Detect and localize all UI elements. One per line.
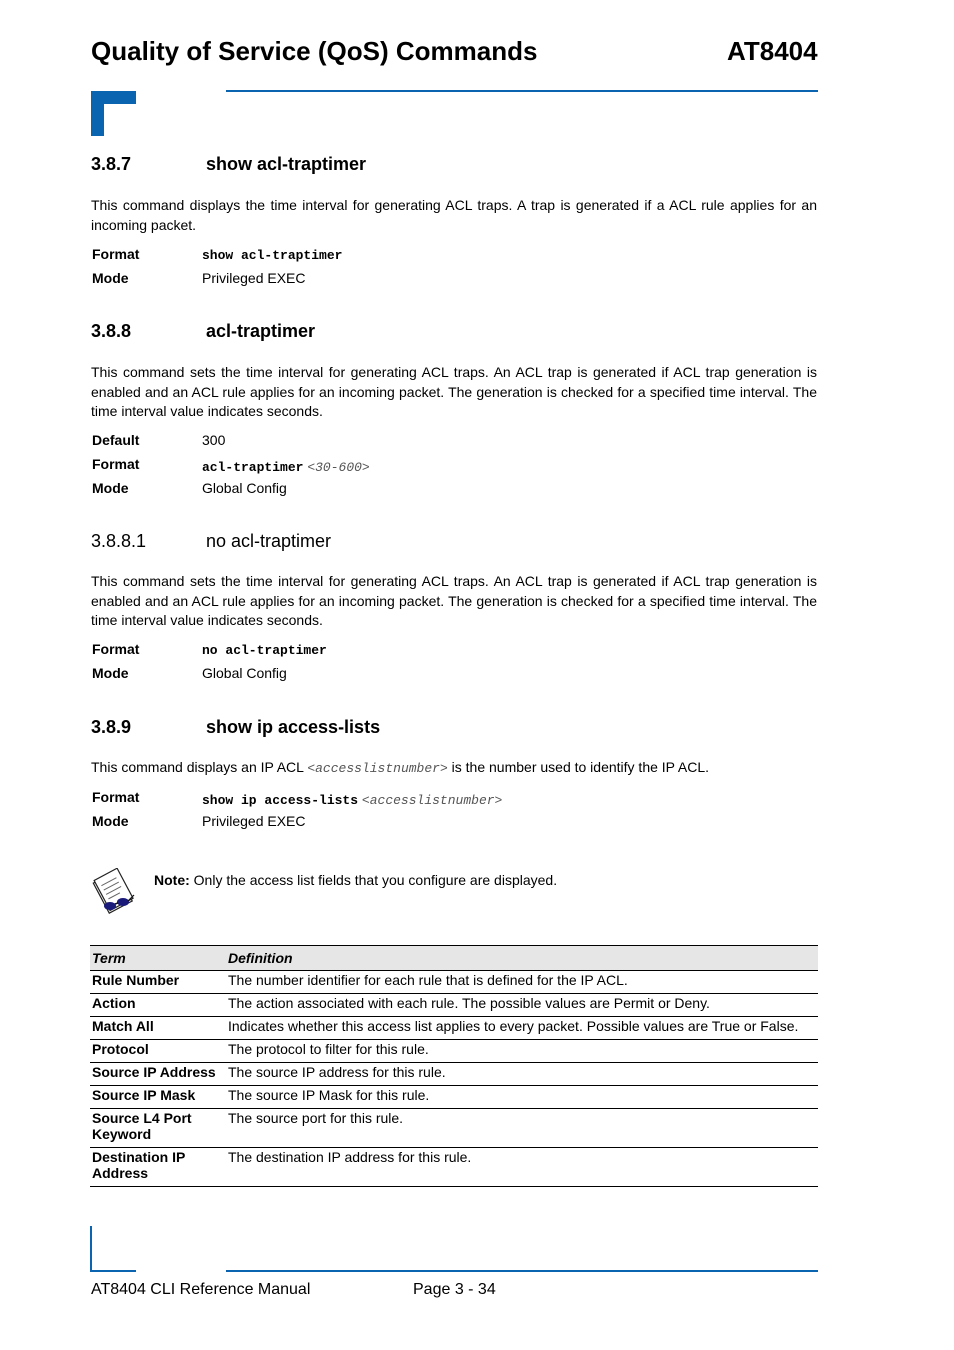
acl-fields-table: [90, 945, 818, 1187]
mode-value: Privileged EXEC: [202, 270, 306, 286]
format-command: show acl-traptimer: [202, 248, 343, 263]
footer-page-number: Page 3 - 34: [413, 1281, 496, 1298]
table-row: [90, 1040, 818, 1063]
header-definition: Definition: [226, 946, 818, 971]
note-text: [154, 872, 557, 888]
header-corner-mark-horizontal: [91, 91, 136, 104]
page-header-title: Quality of Service (QoS) Commands: [91, 36, 538, 66]
section-number: 3.8.7: [91, 154, 132, 174]
footer-corner-mark-horizontal: [90, 1270, 136, 1272]
definition-cell: The protocol to filter for this rule.: [226, 1040, 818, 1063]
definition-cell: The source IP address for this rule.: [226, 1063, 818, 1086]
mode-row: [0, 480, 800, 500]
format-command: no acl-traptimer: [202, 643, 327, 658]
section-number: 3.8.9: [91, 717, 132, 737]
term-cell: Source L4 Port Keyword: [90, 1109, 226, 1148]
mode-label: Mode: [92, 270, 129, 286]
default-label: Default: [92, 432, 140, 448]
mode-label: Mode: [92, 665, 129, 681]
format-row: [0, 456, 800, 476]
mode-row: [0, 270, 800, 290]
definition-cell: The number identifier for each rule that is defined for the IP ACL.: [226, 971, 818, 994]
section-number: 3.8.8.1: [91, 531, 147, 551]
section-number: 3.8.8: [91, 321, 132, 341]
mode-value: Global Config: [202, 665, 287, 681]
definition-cell: The destination IP address for this rule.: [226, 1148, 818, 1187]
section-title: acl-traptimer: [206, 321, 316, 341]
section-description: This command sets the time interval for generating ACL traps. An ACL trap is generated if ACL trap generation is enabled and an ACL rule applies for an incoming packet. The generation is checked for a specified time interval. The time interval value indicates seconds.: [91, 364, 817, 419]
description-text: This command displays an IP ACL: [91, 759, 308, 775]
mode-value: Global Config: [202, 480, 287, 496]
format-row: [0, 246, 800, 266]
section-description: [91, 758, 817, 779]
mode-row: [0, 665, 800, 685]
mode-row: [0, 813, 800, 833]
definition-cell: The source IP Mask for this rule.: [226, 1086, 818, 1109]
header-rule: [226, 90, 818, 92]
format-argument: <accesslistnumber>: [361, 793, 503, 808]
format-command: show ip access-lists: [202, 793, 359, 808]
format-value: [202, 791, 502, 808]
note-body: Only the access list fields that you configure are displayed.: [189, 872, 558, 888]
mode-label: Mode: [92, 813, 129, 829]
format-value: [202, 458, 370, 475]
table-row: [90, 1017, 818, 1040]
mode-value: Privileged EXEC: [202, 813, 306, 829]
section-title: no acl-traptimer: [206, 531, 332, 551]
term-cell: Protocol: [90, 1040, 226, 1063]
mode-label: Mode: [92, 480, 129, 496]
section-title: show ip access-lists: [206, 717, 381, 737]
format-label: Format: [92, 789, 140, 805]
note-pad-icon: [92, 868, 138, 916]
table-header-row: [90, 946, 818, 971]
table-row: [90, 994, 818, 1017]
default-value: 300: [202, 432, 226, 448]
note-label: Note:: [154, 872, 190, 888]
term-cell: Match All: [90, 1017, 226, 1040]
term-cell: Source IP Mask: [90, 1086, 226, 1109]
format-row: [0, 789, 800, 809]
term-cell: Rule Number: [90, 971, 226, 994]
table-row: [90, 971, 818, 994]
table-row: [90, 1109, 818, 1148]
format-label: Format: [92, 641, 140, 657]
description-text-end: is the number used to identify the IP ACL.: [447, 759, 709, 775]
term-cell: Destination IP Address: [90, 1148, 226, 1187]
table-row: [90, 1086, 818, 1109]
header-term: Term: [90, 946, 226, 971]
table-row: [90, 1063, 818, 1086]
default-row: [0, 432, 800, 452]
section-description: This command sets the time interval for generating ACL traps. An ACL trap is generated if ACL trap generation is enabled and an ACL rule applies for an incoming packet. The generation is checked for a specified time interval. The time interval value indicates seconds.: [91, 573, 817, 628]
footer-manual-title: AT8404 CLI Reference Manual: [91, 1281, 311, 1298]
table-row: [90, 1148, 818, 1187]
format-argument: <30-600>: [307, 460, 370, 475]
footer-rule: [226, 1270, 818, 1272]
section-description: This command displays the time interval for generating ACL traps. A trap is generated if a ACL rule applies for an incoming packet.: [91, 197, 817, 233]
definition-cell: The action associated with each rule. The possible values are Permit or Deny.: [226, 994, 818, 1017]
section-title: show acl-traptimer: [206, 154, 367, 174]
page-header-product: AT8404: [727, 36, 818, 66]
format-command: acl-traptimer: [202, 460, 304, 475]
format-label: Format: [92, 456, 140, 472]
term-cell: Action: [90, 994, 226, 1017]
footer-corner-mark: [90, 1226, 92, 1271]
format-row: [0, 641, 800, 661]
description-argument: <accesslistnumber>: [307, 761, 448, 776]
definition-cell: Indicates whether this access list applies to every packet. Possible values are True or False.: [226, 1017, 818, 1040]
definition-cell: The source port for this rule.: [226, 1109, 818, 1148]
format-label: Format: [92, 246, 140, 262]
term-cell: Source IP Address: [90, 1063, 226, 1086]
